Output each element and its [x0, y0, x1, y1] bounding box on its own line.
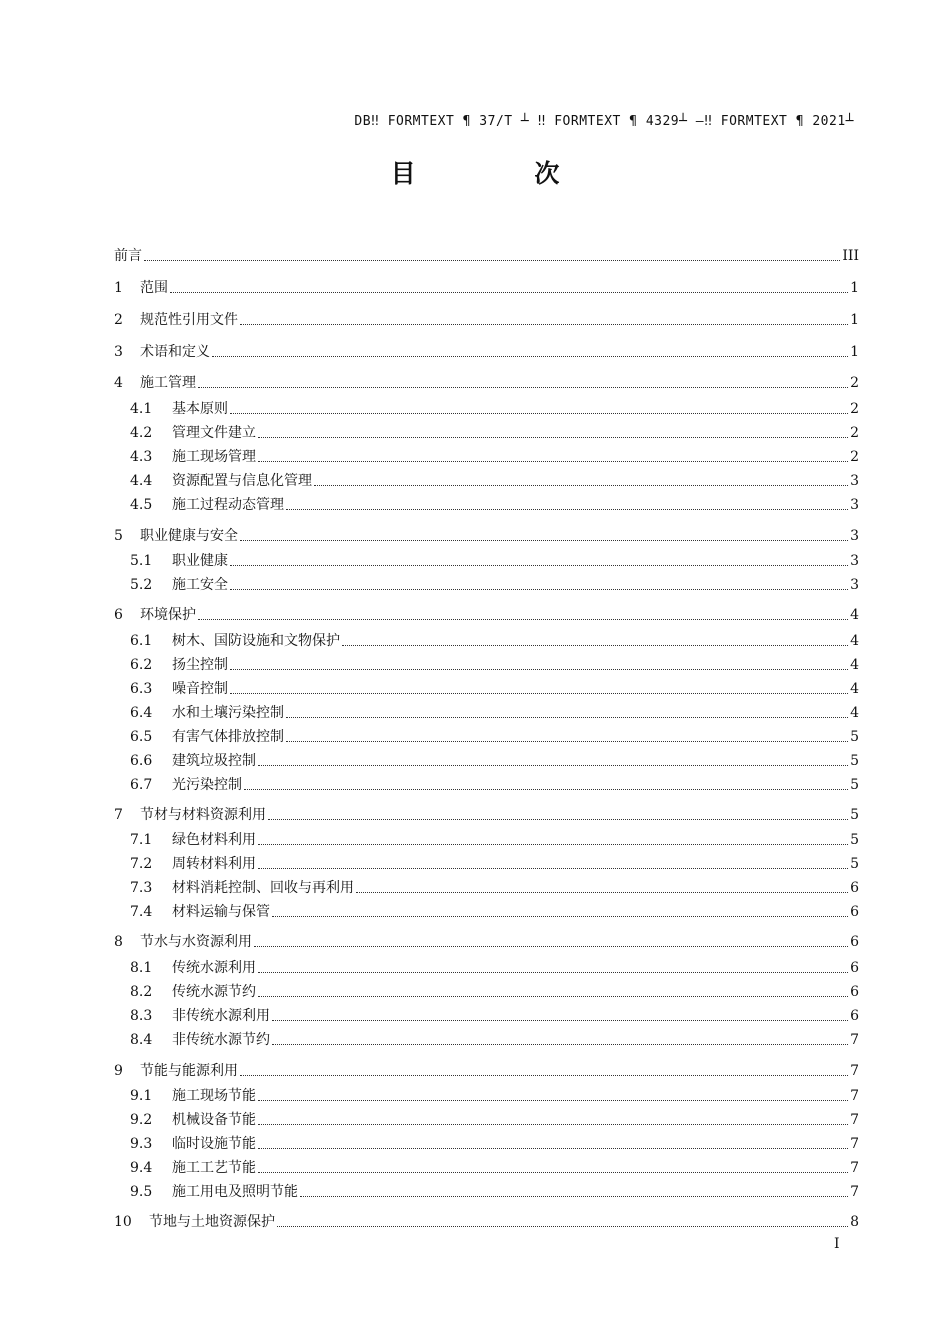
- toc-dot-leader: [277, 1226, 848, 1227]
- toc-entry[interactable]: [130, 878, 859, 898]
- toc-dot-leader: [258, 972, 848, 973]
- toc-entry[interactable]: [130, 575, 859, 595]
- toc-entry[interactable]: [130, 751, 859, 771]
- toc-entry-label: 临时设施节能: [172, 1136, 256, 1152]
- toc-entry-page: 4: [850, 633, 859, 649]
- toc-entry-page: 6: [850, 1008, 859, 1024]
- toc-entry[interactable]: [130, 399, 859, 419]
- toc-entry-label: 施工管理: [140, 375, 196, 391]
- toc-entry-number: 7.3: [130, 880, 153, 896]
- toc-entry-page: 7: [850, 1088, 859, 1104]
- toc-entry-number: 5.2: [130, 577, 153, 593]
- toc-entry-page: 1: [850, 280, 859, 296]
- toc-entry-number: 7.4: [130, 904, 153, 920]
- toc-entry-number: 7: [114, 807, 123, 823]
- toc-entry-label: 规范性引用文件: [140, 312, 238, 328]
- toc-entry-page: 6: [850, 934, 859, 950]
- toc-entry-page: 6: [850, 984, 859, 1000]
- toc-entry-number: 9.1: [130, 1088, 153, 1104]
- toc-entry-page: 5: [850, 832, 859, 848]
- toc-entry-number: 6.1: [130, 633, 153, 649]
- toc-entry[interactable]: [130, 1030, 859, 1050]
- toc-entry-label: 节水与水资源利用: [140, 934, 252, 950]
- toc-entry-page: 3: [850, 553, 859, 569]
- toc-entry-label: 机械设备节能: [172, 1112, 256, 1128]
- toc-entry-number: 8.4: [130, 1032, 153, 1048]
- toc-dot-leader: [212, 356, 848, 357]
- toc-entry[interactable]: [130, 830, 859, 850]
- toc-entry[interactable]: [130, 495, 859, 515]
- toc-entry-number: 7.1: [130, 832, 153, 848]
- toc-entry-label: 绿色材料利用: [172, 832, 256, 848]
- toc-entry-number: 9: [114, 1063, 123, 1079]
- toc-dot-leader: [240, 540, 848, 541]
- toc-entry-page: III: [842, 248, 859, 264]
- toc-entry-number: 6.2: [130, 657, 153, 673]
- toc-entry-page: 4: [850, 607, 859, 623]
- toc-entry-number: 6.6: [130, 753, 153, 769]
- toc-entry-label: 材料运输与保管: [172, 904, 270, 920]
- page-number: I: [834, 1236, 840, 1252]
- toc-entry-label: 基本原则: [172, 401, 228, 417]
- toc-entry[interactable]: [114, 605, 859, 625]
- toc-entry-number: 9.5: [130, 1184, 153, 1200]
- toc-entry-label: 范围: [140, 280, 168, 296]
- toc-dot-leader: [258, 1124, 848, 1125]
- toc-entry[interactable]: [130, 447, 859, 467]
- toc-entry[interactable]: [130, 551, 859, 571]
- toc-entry-label: 管理文件建立: [172, 425, 256, 441]
- toc-entry-number: 6.3: [130, 681, 153, 697]
- toc-entry[interactable]: [114, 373, 859, 393]
- toc-entry-label: 扬尘控制: [172, 657, 228, 673]
- toc-entry-label: 周转材料利用: [172, 856, 256, 872]
- toc-entry[interactable]: [130, 1134, 859, 1154]
- toc-dot-leader: [240, 324, 848, 325]
- toc-dot-leader: [272, 1044, 848, 1045]
- toc-dot-leader: [258, 1148, 848, 1149]
- toc-dot-leader: [356, 892, 848, 893]
- toc-dot-leader: [254, 946, 848, 947]
- toc-entry-number: 1: [114, 280, 123, 296]
- toc-dot-leader: [286, 741, 848, 742]
- toc-entry-page: 5: [850, 753, 859, 769]
- toc-entry-number: 4.3: [130, 449, 153, 465]
- toc-entry-label: 资源配置与信息化管理: [172, 473, 312, 489]
- toc-entry-number: 6.4: [130, 705, 153, 721]
- toc-dot-leader: [244, 789, 848, 790]
- toc-dot-leader: [230, 565, 848, 566]
- toc-entry-label: 施工现场节能: [172, 1088, 256, 1104]
- toc-entry-page: 1: [850, 312, 859, 328]
- toc-entry[interactable]: [130, 902, 859, 922]
- toc-entry[interactable]: [114, 1061, 859, 1081]
- toc-entry-label: 职业健康: [172, 553, 228, 569]
- toc-entry-number: 6: [114, 607, 123, 623]
- toc-entry-number: 9.4: [130, 1160, 153, 1176]
- toc-entry[interactable]: [114, 278, 859, 298]
- toc-dot-leader: [240, 1075, 848, 1076]
- toc-entry-page: 6: [850, 960, 859, 976]
- toc-dot-leader: [144, 260, 840, 261]
- toc-entry-label: 术语和定义: [140, 344, 210, 360]
- toc-entry[interactable]: [130, 655, 859, 675]
- toc-dot-leader: [342, 645, 848, 646]
- toc-dot-leader: [286, 509, 848, 510]
- toc-entry[interactable]: [130, 775, 859, 795]
- toc-entry[interactable]: [130, 631, 859, 651]
- toc-entry-page: 3: [850, 528, 859, 544]
- toc-entry[interactable]: [130, 703, 859, 723]
- toc-entry-page: 7: [850, 1184, 859, 1200]
- toc-entry-label: 节能与能源利用: [140, 1063, 238, 1079]
- toc-entry-page: 2: [850, 375, 859, 391]
- toc-entry-number: 4.2: [130, 425, 153, 441]
- toc-entry-page: 1: [850, 344, 859, 360]
- toc-entry-label: 非传统水源节约: [172, 1032, 270, 1048]
- toc-entry[interactable]: [130, 471, 859, 491]
- toc-entry-page: 3: [850, 577, 859, 593]
- toc-dot-leader: [272, 1020, 848, 1021]
- toc-dot-leader: [314, 485, 848, 486]
- toc-entry-number: 9.2: [130, 1112, 153, 1128]
- toc-entry-label: 施工现场管理: [172, 449, 256, 465]
- toc-entry-number: 8.1: [130, 960, 153, 976]
- toc-dot-leader: [268, 819, 848, 820]
- toc-entry-number: 4.5: [130, 497, 153, 513]
- toc-entry[interactable]: [114, 526, 859, 546]
- toc-dot-leader: [230, 589, 848, 590]
- toc-entry-page: 7: [850, 1160, 859, 1176]
- toc-entry-label: 光污染控制: [172, 777, 242, 793]
- toc-entry-number: 4.4: [130, 473, 153, 489]
- toc-entry-page: 5: [850, 856, 859, 872]
- toc-title: 目 次: [390, 159, 615, 188]
- toc-dot-leader: [258, 765, 848, 766]
- toc-entry[interactable]: [130, 423, 859, 443]
- toc-entry-page: 7: [850, 1032, 859, 1048]
- toc-entry-number: 8.2: [130, 984, 153, 1000]
- toc-dot-leader: [258, 461, 848, 462]
- toc-entry[interactable]: [130, 1182, 859, 1202]
- toc-dot-leader: [258, 1100, 848, 1101]
- toc-dot-leader: [258, 1172, 848, 1173]
- toc-entry-number: 9.3: [130, 1136, 153, 1152]
- toc-entry-label: 前言: [114, 248, 142, 264]
- toc-entry-page: 5: [850, 777, 859, 793]
- toc-entry-label: 环境保护: [140, 607, 196, 623]
- toc-entry-page: 5: [850, 729, 859, 745]
- toc-dot-leader: [258, 996, 848, 997]
- toc-entry[interactable]: [114, 246, 859, 266]
- toc-entry[interactable]: [114, 1212, 859, 1232]
- toc-entry[interactable]: [130, 679, 859, 699]
- toc-dot-leader: [198, 619, 848, 620]
- toc-dot-leader: [170, 292, 848, 293]
- toc-entry-label: 噪音控制: [172, 681, 228, 697]
- toc-dot-leader: [300, 1196, 848, 1197]
- toc-entry-number: 10: [114, 1214, 132, 1230]
- toc-entry-number: 5.1: [130, 553, 153, 569]
- toc-entry-page: 3: [850, 497, 859, 513]
- toc-entry-page: 6: [850, 904, 859, 920]
- document-header-code: DB‼ FORMTEXT ¶ 37/T ┴ ‼ FORMTEXT ¶ 4329┴ —‼ FORMTEXT ¶ 2021┴: [354, 114, 854, 129]
- toc-entry[interactable]: [114, 342, 859, 362]
- toc-dot-leader: [230, 669, 848, 670]
- toc-entry-number: 4: [114, 375, 123, 391]
- toc-entry[interactable]: [130, 958, 859, 978]
- toc-dot-leader: [258, 868, 848, 869]
- toc-entry-page: 8: [850, 1214, 859, 1230]
- toc-entry-number: 3: [114, 344, 123, 360]
- toc-entry-page: 2: [850, 425, 859, 441]
- toc-entry[interactable]: [130, 1158, 859, 1178]
- toc-entry-label: 非传统水源利用: [172, 1008, 270, 1024]
- toc-entry-page: 3: [850, 473, 859, 489]
- toc-entry-number: 4.1: [130, 401, 153, 417]
- toc-entry-number: 6.5: [130, 729, 153, 745]
- toc-entry-label: 节材与材料资源利用: [140, 807, 266, 823]
- toc-entry-label: 施工过程动态管理: [172, 497, 284, 513]
- toc-entry[interactable]: [130, 982, 859, 1002]
- toc-entry-number: 8.3: [130, 1008, 153, 1024]
- toc-entry[interactable]: [114, 805, 859, 825]
- toc-entry[interactable]: [114, 310, 859, 330]
- toc-entry-page: 4: [850, 657, 859, 673]
- toc-entry[interactable]: [114, 932, 859, 952]
- toc-entry-page: 5: [850, 807, 859, 823]
- toc-entry-label: 建筑垃圾控制: [172, 753, 256, 769]
- toc-entry-page: 2: [850, 449, 859, 465]
- toc-entry[interactable]: [130, 727, 859, 747]
- toc-entry-label: 水和土壤污染控制: [172, 705, 284, 721]
- toc-entry-label: 传统水源节约: [172, 984, 256, 1000]
- toc-entry-page: 6: [850, 880, 859, 896]
- toc-entry-page: 7: [850, 1112, 859, 1128]
- toc-entry-label: 施工用电及照明节能: [172, 1184, 298, 1200]
- toc-entry-label: 树木、国防设施和文物保护: [172, 633, 340, 649]
- toc-entry-page: 4: [850, 681, 859, 697]
- toc-dot-leader: [258, 844, 848, 845]
- toc-entry-number: 8: [114, 934, 123, 950]
- toc-dot-leader: [230, 693, 848, 694]
- toc-entry-label: 传统水源利用: [172, 960, 256, 976]
- toc-entry-page: 7: [850, 1136, 859, 1152]
- toc-entry-page: 7: [850, 1063, 859, 1079]
- toc-entry[interactable]: [130, 1086, 859, 1106]
- toc-entry-number: 6.7: [130, 777, 153, 793]
- toc-entry[interactable]: [130, 1110, 859, 1130]
- toc-entry-number: 5: [114, 528, 123, 544]
- toc-entry-label: 有害气体排放控制: [172, 729, 284, 745]
- toc-dot-leader: [286, 717, 848, 718]
- toc-entry-label: 施工安全: [172, 577, 228, 593]
- toc-dot-leader: [272, 916, 848, 917]
- toc-entry-label: 材料消耗控制、回收与再利用: [172, 880, 354, 896]
- toc-entry-label: 职业健康与安全: [140, 528, 238, 544]
- toc-entry-number: 2: [114, 312, 123, 328]
- toc-entry-label: 节地与土地资源保护: [149, 1214, 275, 1230]
- toc-dot-leader: [258, 437, 848, 438]
- toc-entry-label: 施工工艺节能: [172, 1160, 256, 1176]
- toc-entry-page: 2: [850, 401, 859, 417]
- toc-dot-leader: [198, 387, 848, 388]
- toc-entry[interactable]: [130, 1006, 859, 1026]
- toc-entry-page: 4: [850, 705, 859, 721]
- toc-entry-number: 7.2: [130, 856, 153, 872]
- toc-dot-leader: [230, 413, 848, 414]
- toc-entry[interactable]: [130, 854, 859, 874]
